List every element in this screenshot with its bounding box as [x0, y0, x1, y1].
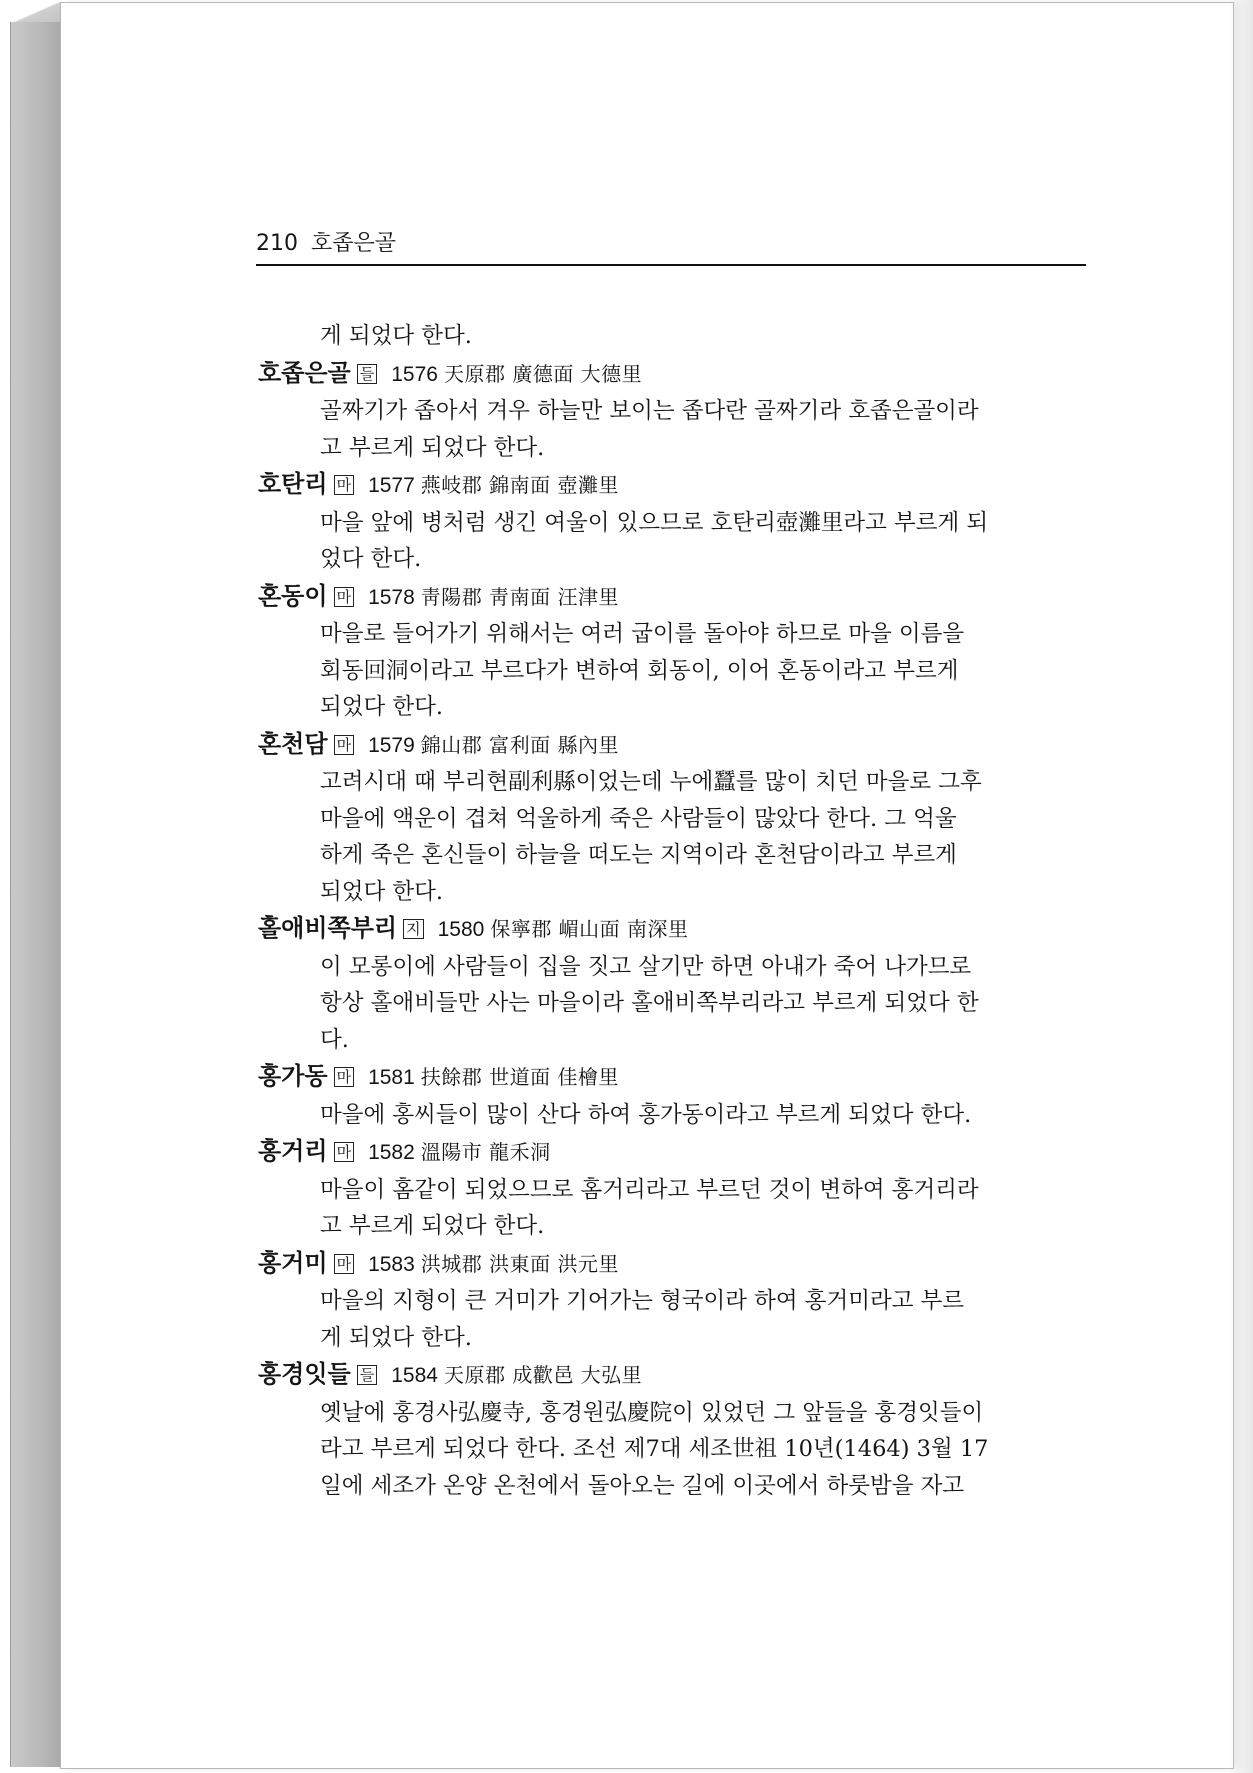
- headword: 호탄리: [258, 469, 328, 498]
- entry-head: [258, 578, 1088, 617]
- page-edge-shadow: [1229, 0, 1253, 1773]
- entry-number: 1577: [368, 474, 415, 497]
- text-line: 게 되었다 한다.: [320, 1324, 472, 1351]
- running-header: [256, 230, 1086, 266]
- entry-head: [258, 1356, 1088, 1395]
- text-line: 마을에 홍씨들이 많이 산다 하여 홍가동이라고 부르게 되었다 한다.: [320, 1101, 972, 1128]
- entry-location: 天原郡 廣德面 大德里: [443, 361, 643, 386]
- entry-head: [258, 910, 1088, 949]
- entry-location: 天原郡 成歡邑 大弘里: [443, 1363, 643, 1387]
- entry: [258, 1133, 1088, 1245]
- entry: [258, 1356, 1088, 1504]
- text-line: 골짜기가 좁아서 겨우 하늘만 보이는 좁다란 골짜기라 호좁은골이라: [320, 398, 979, 424]
- entry: [258, 910, 1088, 1058]
- entry: [258, 726, 1088, 911]
- text-line: 마을 앞에 병처럼 생긴 여울이 있으므로 호탄리壺灘里라고 부르게 되: [320, 509, 989, 536]
- text-line: 마을이 홈같이 되었으므로 홈거리라고 부르던 것이 변하여 홍거리라: [320, 1176, 979, 1203]
- type-tag: 마: [334, 587, 355, 607]
- text-line: 일에 세조가 온양 온천에서 돌아오는 길에 이곳에서 하룻밤을 자고: [320, 1472, 965, 1499]
- entry-number: 1583: [368, 1252, 415, 1276]
- entry-body: [258, 1097, 1088, 1134]
- text-line: 고 부르게 되었다 한다.: [320, 1213, 545, 1239]
- text-line: 고려시대 때 부리현副利縣이었는데 누에蠶를 많이 치던 마을로 그후: [320, 769, 982, 795]
- entry-number: 1584: [391, 1364, 438, 1387]
- entry-head: [258, 1133, 1088, 1172]
- entry: [258, 1058, 1088, 1133]
- book-spine-top: [10, 2, 60, 24]
- entry-number: 1581: [368, 1066, 415, 1089]
- entry-number: 1579: [368, 733, 415, 757]
- entry: [258, 1245, 1088, 1357]
- text-line: 마을의 지형이 큰 거미가 기어가는 형국이라 하여 홍거미라고 부르: [320, 1288, 965, 1314]
- text-line: 라고 부르게 되었다 한다. 조선 제7대 세조世祖 10년(1464) 3월 17: [320, 1436, 989, 1462]
- entry-number: 1576: [391, 362, 438, 386]
- entry: [258, 578, 1088, 726]
- entry-body: [258, 1283, 1088, 1356]
- headword: 홀애비쪽부리: [258, 913, 398, 942]
- text-line: 옛날에 홍경사弘慶寺, 홍경원弘慶院이 있었던 그 앞들을 홍경잇들이: [320, 1399, 984, 1426]
- entry-body: [258, 1172, 1088, 1245]
- entry-body: [258, 393, 1088, 466]
- text-line: 마을에 액운이 겹쳐 억울하게 죽은 사람들이 많았다 한다. 그 억울: [320, 805, 957, 832]
- headword: 홍거미: [258, 1247, 328, 1277]
- headword: 홍경잇들: [258, 1359, 351, 1388]
- dictionary-content: [258, 318, 1088, 1504]
- entry-location: 洪城郡 洪東面 洪元里: [420, 1251, 619, 1276]
- entry-number: 1582: [368, 1141, 415, 1164]
- entry-body: [258, 764, 1088, 910]
- entry-location: 保寧郡 嵋山面 南深里: [490, 917, 689, 941]
- text-line: 다.: [320, 1026, 349, 1053]
- entry-head: [258, 1245, 1088, 1284]
- text-line: 회동回洞이라고 부르다가 변하여 회동이, 이어 혼동이라고 부르게: [320, 657, 959, 684]
- entry: [258, 355, 1088, 467]
- book-spine: [10, 22, 61, 1767]
- headword: 홍거리: [258, 1136, 328, 1165]
- page-number: 210: [256, 231, 298, 256]
- headword: 혼천담: [258, 728, 328, 758]
- entry-body: [258, 505, 1088, 578]
- text-line: 항상 홀애비들만 사는 마을이라 홀애비쪽부리라고 부르게 되었다 한: [320, 990, 979, 1016]
- entry-body: [258, 1395, 1088, 1505]
- entry-body: [258, 616, 1088, 726]
- type-tag: 마: [334, 475, 355, 495]
- text-line: 되었다 한다.: [320, 878, 443, 905]
- headword: 호좁은골: [258, 357, 351, 387]
- entry-head: [258, 466, 1088, 505]
- entry-location: 燕岐郡 錦南面 壺灘里: [420, 473, 619, 497]
- type-tag: 들: [357, 364, 378, 384]
- text-line: 마을로 들어가기 위해서는 여러 굽이를 돌아야 하므로 마을 이름을: [320, 621, 965, 647]
- type-tag: 마: [334, 1067, 355, 1087]
- type-tag: 지: [403, 919, 424, 939]
- entry-head: [258, 355, 1088, 394]
- entry-location: 扶餘郡 世道面 佳檜里: [420, 1065, 619, 1089]
- entry-location: 溫陽市 龍禾洞: [420, 1140, 551, 1164]
- text-line: 었다 한다.: [320, 546, 422, 572]
- running-title: 호좁은골: [311, 231, 397, 256]
- headword: 홍가동: [258, 1061, 328, 1090]
- entry-location: 靑陽郡 靑南面 汪津里: [420, 584, 619, 609]
- entry-head: [258, 726, 1088, 765]
- text-line: 게 되었다 한다.: [320, 323, 472, 349]
- entry-head: [258, 1058, 1088, 1097]
- text-line: 되었다 한다.: [320, 694, 443, 720]
- headword: 혼동이: [258, 580, 328, 610]
- type-tag: 마: [334, 1254, 355, 1274]
- type-tag: 마: [334, 1142, 355, 1162]
- type-tag: 마: [334, 735, 355, 755]
- entry-number: 1580: [437, 918, 485, 941]
- entry-number: 1578: [368, 585, 415, 609]
- text-line: 고 부르게 되었다 한다.: [320, 434, 545, 461]
- entry: [258, 466, 1088, 578]
- type-tag: 들: [357, 1365, 378, 1385]
- continued-text: [258, 318, 1088, 355]
- text-line: 하게 죽은 혼신들이 하늘을 떠도는 지역이라 혼천담이라고 부르게: [320, 842, 957, 868]
- text-line: 이 모롱이에 사람들이 집을 짓고 살기만 하면 아내가 죽어 나가므로: [320, 953, 972, 980]
- entry-body: [258, 949, 1088, 1059]
- entry-location: 錦山郡 富利面 縣內里: [420, 732, 619, 757]
